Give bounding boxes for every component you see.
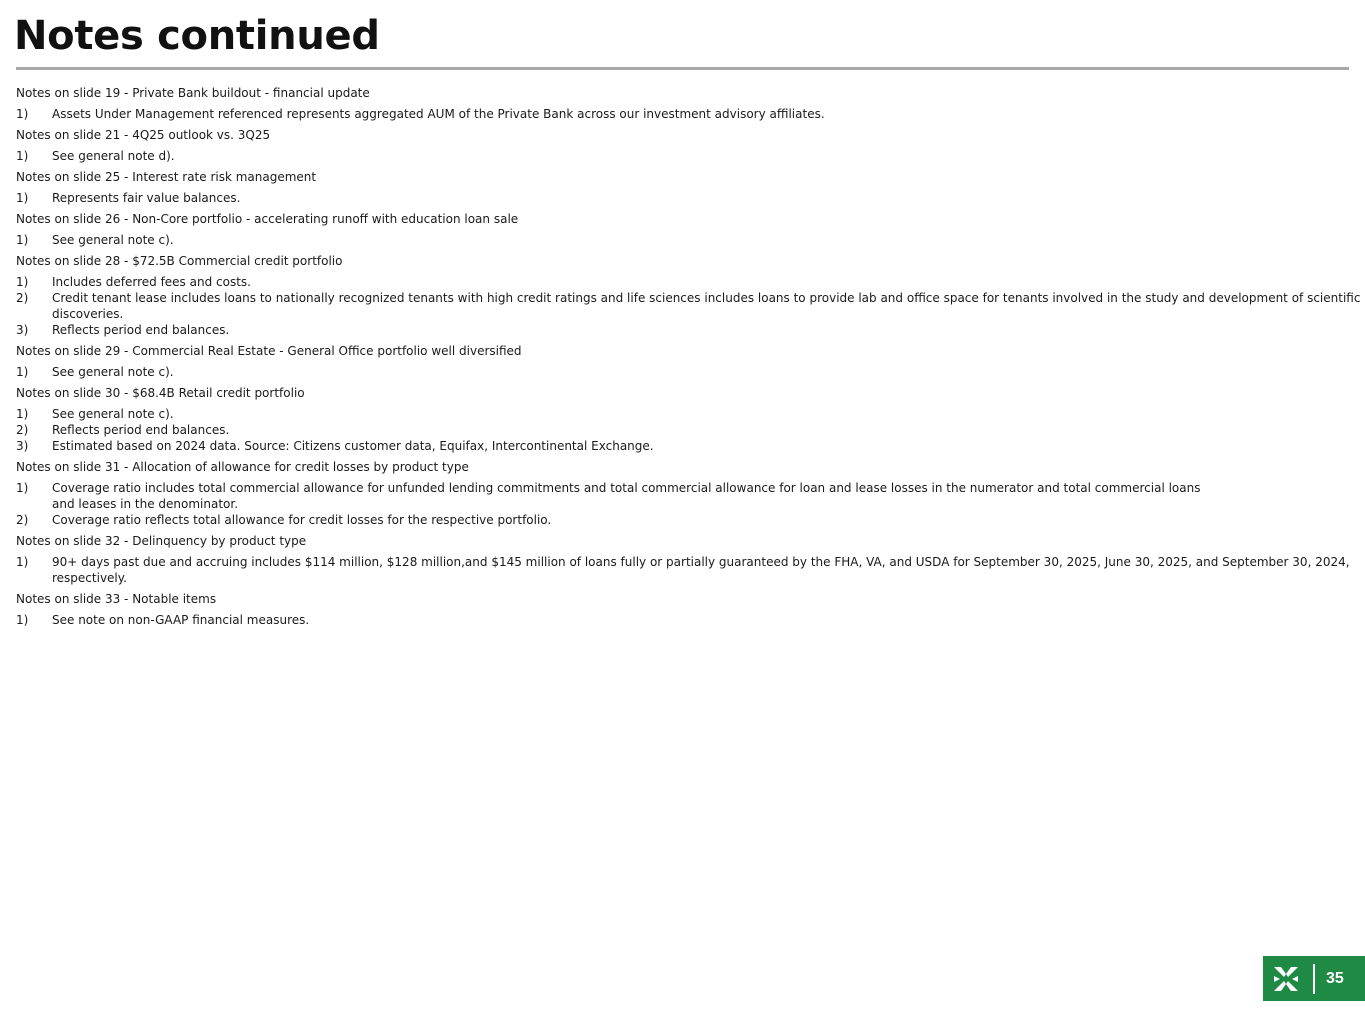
note-text: Reflects period end balances. bbox=[52, 323, 230, 337]
note-list bbox=[16, 612, 1361, 628]
section-heading: Notes on slide 21 - 4Q25 outlook vs. 3Q25 bbox=[16, 128, 271, 142]
note-number: 3) bbox=[16, 439, 29, 453]
note-text: Represents fair value balances. bbox=[52, 191, 241, 205]
note-item bbox=[16, 512, 1361, 528]
note-item bbox=[16, 232, 1361, 248]
note-number: 1) bbox=[16, 555, 29, 569]
notes-section bbox=[16, 533, 1361, 586]
footer-badge bbox=[1263, 956, 1365, 1001]
note-number: 1) bbox=[16, 149, 29, 163]
note-text: Coverage ratio includes total commercial allowance for unfunded lending commitments and total commercial allowance for loan and lease losses in the numerator and total commercial loans and leases in the denominator. bbox=[52, 481, 1201, 511]
note-item bbox=[16, 480, 1361, 512]
notes-section bbox=[16, 169, 1361, 206]
note-item bbox=[16, 438, 1361, 454]
note-list bbox=[16, 106, 1361, 122]
notes-section bbox=[16, 253, 1361, 338]
section-heading: Notes on slide 28 - $72.5B Commercial credit portfolio bbox=[16, 254, 343, 268]
note-number: 1) bbox=[16, 613, 29, 627]
section-heading: Notes on slide 33 - Notable items bbox=[16, 592, 217, 606]
page-title: Notes continued bbox=[14, 13, 380, 59]
citizens-logo-icon bbox=[1272, 965, 1300, 993]
section-heading: Notes on slide 32 - Delinquency by product type bbox=[16, 534, 307, 548]
notes-section bbox=[16, 211, 1361, 248]
section-heading: Notes on slide 26 - Non-Core portfolio - accelerating runoff with education loan sale bbox=[16, 212, 519, 226]
note-list bbox=[16, 480, 1361, 528]
note-number: 2) bbox=[16, 291, 29, 305]
note-item bbox=[16, 322, 1361, 338]
note-text: Assets Under Management referenced represents aggregated AUM of the Private Bank across our investment advisory affiliates. bbox=[52, 107, 825, 121]
note-text: Estimated based on 2024 data. Source: Citizens customer data, Equifax, Intercontinental Exchange. bbox=[52, 439, 654, 453]
note-number: 1) bbox=[16, 107, 29, 121]
section-heading: Notes on slide 29 - Commercial Real Estate - General Office portfolio well diversified bbox=[16, 344, 522, 358]
note-text: Includes deferred fees and costs. bbox=[52, 275, 251, 289]
note-list bbox=[16, 148, 1361, 164]
note-item bbox=[16, 274, 1361, 290]
note-text: See note on non-GAAP financial measures. bbox=[52, 613, 310, 627]
notes-section bbox=[16, 385, 1361, 454]
note-number: 3) bbox=[16, 323, 29, 337]
note-item bbox=[16, 422, 1361, 438]
note-number: 1) bbox=[16, 407, 29, 421]
note-text: See general note c). bbox=[52, 407, 174, 421]
note-list bbox=[16, 232, 1361, 248]
note-number: 1) bbox=[16, 233, 29, 247]
note-item bbox=[16, 190, 1361, 206]
note-item bbox=[16, 290, 1361, 322]
note-list bbox=[16, 190, 1361, 206]
note-item bbox=[16, 406, 1361, 422]
page-number: 35 bbox=[1326, 969, 1344, 987]
note-number: 1) bbox=[16, 481, 29, 495]
note-item bbox=[16, 554, 1361, 586]
note-list bbox=[16, 554, 1361, 586]
note-text: See general note c). bbox=[52, 365, 174, 379]
notes-section bbox=[16, 591, 1361, 628]
note-text: Reflects period end balances. bbox=[52, 423, 230, 437]
note-text: See general note c). bbox=[52, 233, 174, 247]
section-heading: Notes on slide 30 - $68.4B Retail credit portfolio bbox=[16, 386, 305, 400]
notes-section bbox=[16, 85, 1361, 122]
note-text: Coverage ratio reflects total allowance for credit losses for the respective portfolio. bbox=[52, 513, 552, 527]
note-number: 2) bbox=[16, 513, 29, 527]
section-heading: Notes on slide 19 - Private Bank buildout - financial update bbox=[16, 86, 370, 100]
note-item bbox=[16, 106, 1361, 122]
note-list bbox=[16, 274, 1361, 338]
note-list bbox=[16, 406, 1361, 454]
badge-divider bbox=[1313, 964, 1315, 994]
section-heading: Notes on slide 31 - Allocation of allowance for credit losses by product type bbox=[16, 460, 469, 474]
note-item bbox=[16, 612, 1361, 628]
note-list bbox=[16, 364, 1361, 380]
note-text: 90+ days past due and accruing includes $114 million, $128 million,and $145 million of loans fully or partially guaranteed by the FHA, VA, and USDA for September 30, 2025, June 30, 2025, and September 30, 2024, respectively. bbox=[52, 555, 1350, 585]
note-number: 1) bbox=[16, 191, 29, 205]
note-item bbox=[16, 148, 1361, 164]
notes-section bbox=[16, 127, 1361, 164]
notes-section bbox=[16, 343, 1361, 380]
notes-content bbox=[16, 85, 1361, 633]
note-text: Credit tenant lease includes loans to nationally recognized tenants with high credit ratings and life sciences includes loans to provide lab and office space for tenants involved in the study and development of scientific discoveries. bbox=[52, 291, 1361, 321]
notes-section bbox=[16, 459, 1361, 528]
title-divider bbox=[16, 67, 1349, 70]
note-number: 2) bbox=[16, 423, 29, 437]
note-number: 1) bbox=[16, 275, 29, 289]
note-text: See general note d). bbox=[52, 149, 175, 163]
note-number: 1) bbox=[16, 365, 29, 379]
note-item bbox=[16, 364, 1361, 380]
section-heading: Notes on slide 25 - Interest rate risk management bbox=[16, 170, 317, 184]
